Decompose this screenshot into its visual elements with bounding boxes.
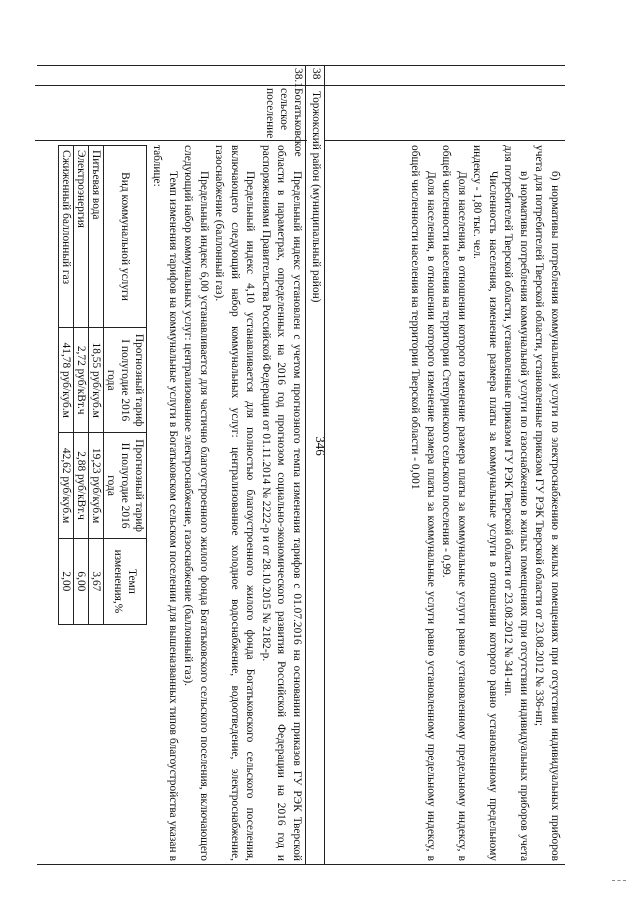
- table-cell: Сжиженный баллонный газ: [59, 146, 74, 328]
- paragraph: б) нормативы потребления коммунальной услуги по электроснабжению в жилых помещениях при отсутствии индивидуальных приборов учета для потребителей Тверской области, установленные приказом ГУ РЭК Тверской области от 23.08.2012 № 336-нп;: [533, 145, 561, 861]
- settlement-number-cell: [35, 65, 307, 86]
- table-row: [59, 146, 74, 625]
- paragraph: Предельный индекс 4,10 устанавливается для полностью благоустроенного жилого фонда Богатьковского сельского поселения, включающего следующий набор коммунальных услуг: централизованное холодное водоснабжение, водоотведение, электроснабжение, газоснабжение (баллонный газ).: [213, 145, 257, 861]
- table-row: [89, 146, 104, 625]
- paragraph: Темп изменения тарифов на коммунальные услуги в Богатьковском сельском поселении для вышеназванных типов благоустройства указан в таблице:: [151, 145, 179, 861]
- settlement-name-cell: [35, 85, 307, 157]
- paragraph: Доля населения, в отношении которого изменение размера платы за коммунальные услуги равно установленному предельному индексу, в общей численности населения на территории Степуринского сельского поселения - 0,99.: [440, 145, 468, 861]
- rotated-page-content: [35, 65, 565, 865]
- district-title: Торжокский район (муниципальный район): [310, 91, 322, 303]
- paragraph: Численность населения, изменение размера платы за коммунальные услуги в отношении которого равно установленному предельному индексу - 1,80 тыс. чел.: [471, 145, 499, 861]
- settlement-text: [58, 145, 304, 861]
- table-cell: 42,62 руб/куб.м: [59, 433, 74, 538]
- table-cell: 41,78 руб/куб.м: [59, 328, 74, 433]
- table-cell: 2,88 руб/кВт.ч: [74, 433, 89, 538]
- scan-mark: [612, 880, 626, 881]
- settlement-number: 38.1: [292, 68, 304, 88]
- table-header: Прогнозный тариф II полугодие 2016 года: [104, 433, 147, 538]
- table-header-row: [104, 146, 147, 625]
- paragraph: Предельный индекс 6,00 устанавливается для частично благоустроенного жилого фонда Богатьковского сельского поселения, включающего следующий набор коммунальных услуг: централизованное электроснабжение, газоснабжение (баллонный газ).: [182, 145, 210, 861]
- district-number-cell: [306, 65, 324, 86]
- district-row: [305, 65, 325, 865]
- previous-row-name-cell: [325, 85, 565, 141]
- paragraph: Предельный индекс установлен с учетом прогнозного темпа изменения тарифов с 01.07.2016 на основании приказов ГУ РЭК Тверской области в параметрах, определенных на 2016 год прогнозом социально-экономического развития Российской Федерации на 2016 год и распоряжениями Правительства Российской Федерации от 01.11.2014 № 2222-р и от 28.10.2015 № 2182-р.: [260, 145, 303, 861]
- table-cell: 6,00: [74, 538, 89, 624]
- previous-row-text: [407, 145, 562, 861]
- table-cell: Электроэнергия: [74, 146, 89, 328]
- table-cell: 3,67: [89, 538, 104, 624]
- tariff-table: [58, 145, 147, 625]
- table-header: Вид коммунальной услуги: [104, 146, 147, 328]
- district-number: 38: [310, 68, 322, 80]
- table-cell: 2,00: [59, 538, 74, 624]
- table-header: Прогнозный тариф I полугодие 2016 года: [104, 328, 147, 433]
- settlement-name: Богатьковское сельское поселение: [264, 88, 304, 157]
- paragraph: в) нормативы потребления коммунальной услуги по газоснабжению в жилых помещениях при отсутствии индивидуальных приборов учета для потребителей Тверской области, установленные приказом ГУ РЭК Тверской области от 23.08.2012 № 341-нп.: [502, 145, 530, 861]
- paragraph: Доля населения, в отношении которого изменение размера платы за коммунальные услуги равно установленному предельному индексу, в общей численности населения на территории Тверской области - 0,001: [409, 145, 437, 861]
- previous-row-number-cell: [325, 65, 565, 86]
- previous-row-continuation: [325, 65, 565, 865]
- table-row: [74, 146, 89, 625]
- table-cell: 19,23 руб/куб.м: [89, 433, 104, 538]
- table-cell: 2,72 руб/кВт.ч: [74, 328, 89, 433]
- settlement-row: [35, 65, 307, 865]
- page-number: 346: [313, 436, 328, 456]
- table-header: Темп изменения,%: [104, 538, 147, 624]
- table-cell: 18,55 руб/куб.м: [89, 328, 104, 433]
- table-cell: Питьевая вода: [89, 146, 104, 328]
